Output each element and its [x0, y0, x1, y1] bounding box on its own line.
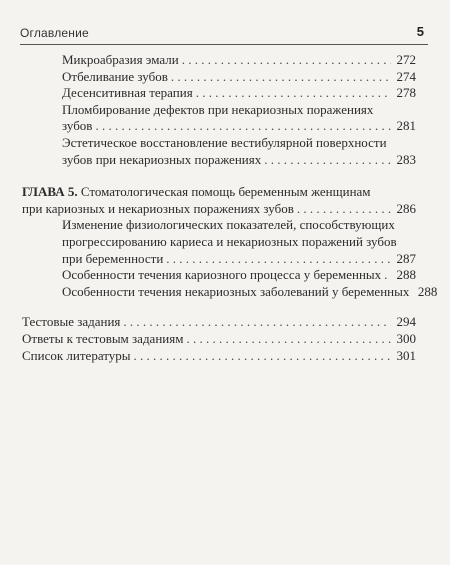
toc-entry [22, 52, 416, 69]
toc-entry [22, 267, 416, 284]
dot-leader [134, 348, 392, 365]
dot-leader [95, 118, 391, 135]
toc-entry-text: при кариозных и некариозных поражениях зубов [22, 200, 294, 216]
dot-leader [264, 152, 391, 169]
toc-entry-text: Десенситивная терапия [62, 85, 193, 101]
toc-entry-page: 301 [396, 347, 416, 363]
dot-leader [166, 251, 391, 268]
toc-entry [22, 118, 416, 135]
toc-entry-text: Особенности течения некариозных заболеваний у беременных [62, 283, 410, 299]
toc-entry-page: 278 [396, 85, 416, 101]
toc-entry [22, 152, 416, 169]
toc-entry [22, 283, 438, 301]
chapter-title: Стоматологическая помощь беременным женщинам [77, 184, 371, 200]
header-page-number: 5 [416, 24, 424, 39]
toc-entry-text: Список литературы [22, 347, 131, 363]
toc-entry-line: Изменение физиологических показателей, способствующих [62, 217, 395, 233]
toc-entry-text: зубов при некариозных поражениях [62, 151, 262, 167]
toc-entry-page: 286 [396, 200, 416, 216]
toc-entry-page: 287 [396, 250, 416, 266]
toc-entry [22, 201, 416, 218]
page-header [20, 24, 428, 45]
dot-leader [186, 331, 391, 348]
toc-entry-page: 288 [396, 267, 416, 283]
toc-entry [22, 314, 416, 331]
toc-entry-page: 281 [396, 118, 416, 134]
toc-entry-page: 274 [396, 68, 416, 84]
toc-entry [22, 331, 416, 348]
spacer [22, 300, 416, 314]
chapter-heading [22, 184, 416, 201]
toc-entry-page: 300 [396, 330, 416, 346]
toc-entry-text: Тестовые задания [22, 314, 121, 330]
toc-entry-line: прогрессированию кариеса и некариозных поражений зубов [62, 233, 397, 249]
dot-leader [123, 314, 391, 331]
toc-entry [22, 69, 416, 86]
toc-entry-text: Особенности течения кариозного процесса у беременных [62, 267, 382, 283]
toc-entry-text: зубов [62, 118, 93, 134]
toc-entry-page: 288 [417, 283, 438, 299]
toc-entry-line: Пломбирование дефектов при некариозных поражениях [62, 101, 374, 117]
toc-entry-text: при беременности [62, 250, 164, 266]
toc-entry-text: Микроабразия эмали [62, 52, 179, 67]
toc-entry-page: 294 [396, 314, 416, 330]
toc-entry [22, 348, 416, 365]
toc-entry-line: Эстетическое восстановление вестибулярной поверхности [62, 134, 387, 150]
toc-entry-page: 272 [396, 52, 416, 67]
dot-leader [171, 69, 391, 86]
spacer [22, 168, 416, 184]
toc-entry-text: Ответы к тестовым заданиям [22, 330, 184, 346]
toc-entry [22, 85, 416, 102]
dot-leader [384, 267, 391, 284]
dot-leader [196, 85, 391, 102]
table-of-contents [22, 52, 438, 364]
chapter-label: ГЛАВА 5. [22, 184, 78, 200]
header-title: Оглавление [20, 26, 89, 40]
dot-leader [182, 52, 391, 69]
dot-leader [297, 201, 391, 218]
toc-entry-text: Отбеливание зубов [62, 68, 168, 84]
toc-entry [22, 251, 416, 268]
toc-entry-page: 283 [396, 151, 416, 167]
